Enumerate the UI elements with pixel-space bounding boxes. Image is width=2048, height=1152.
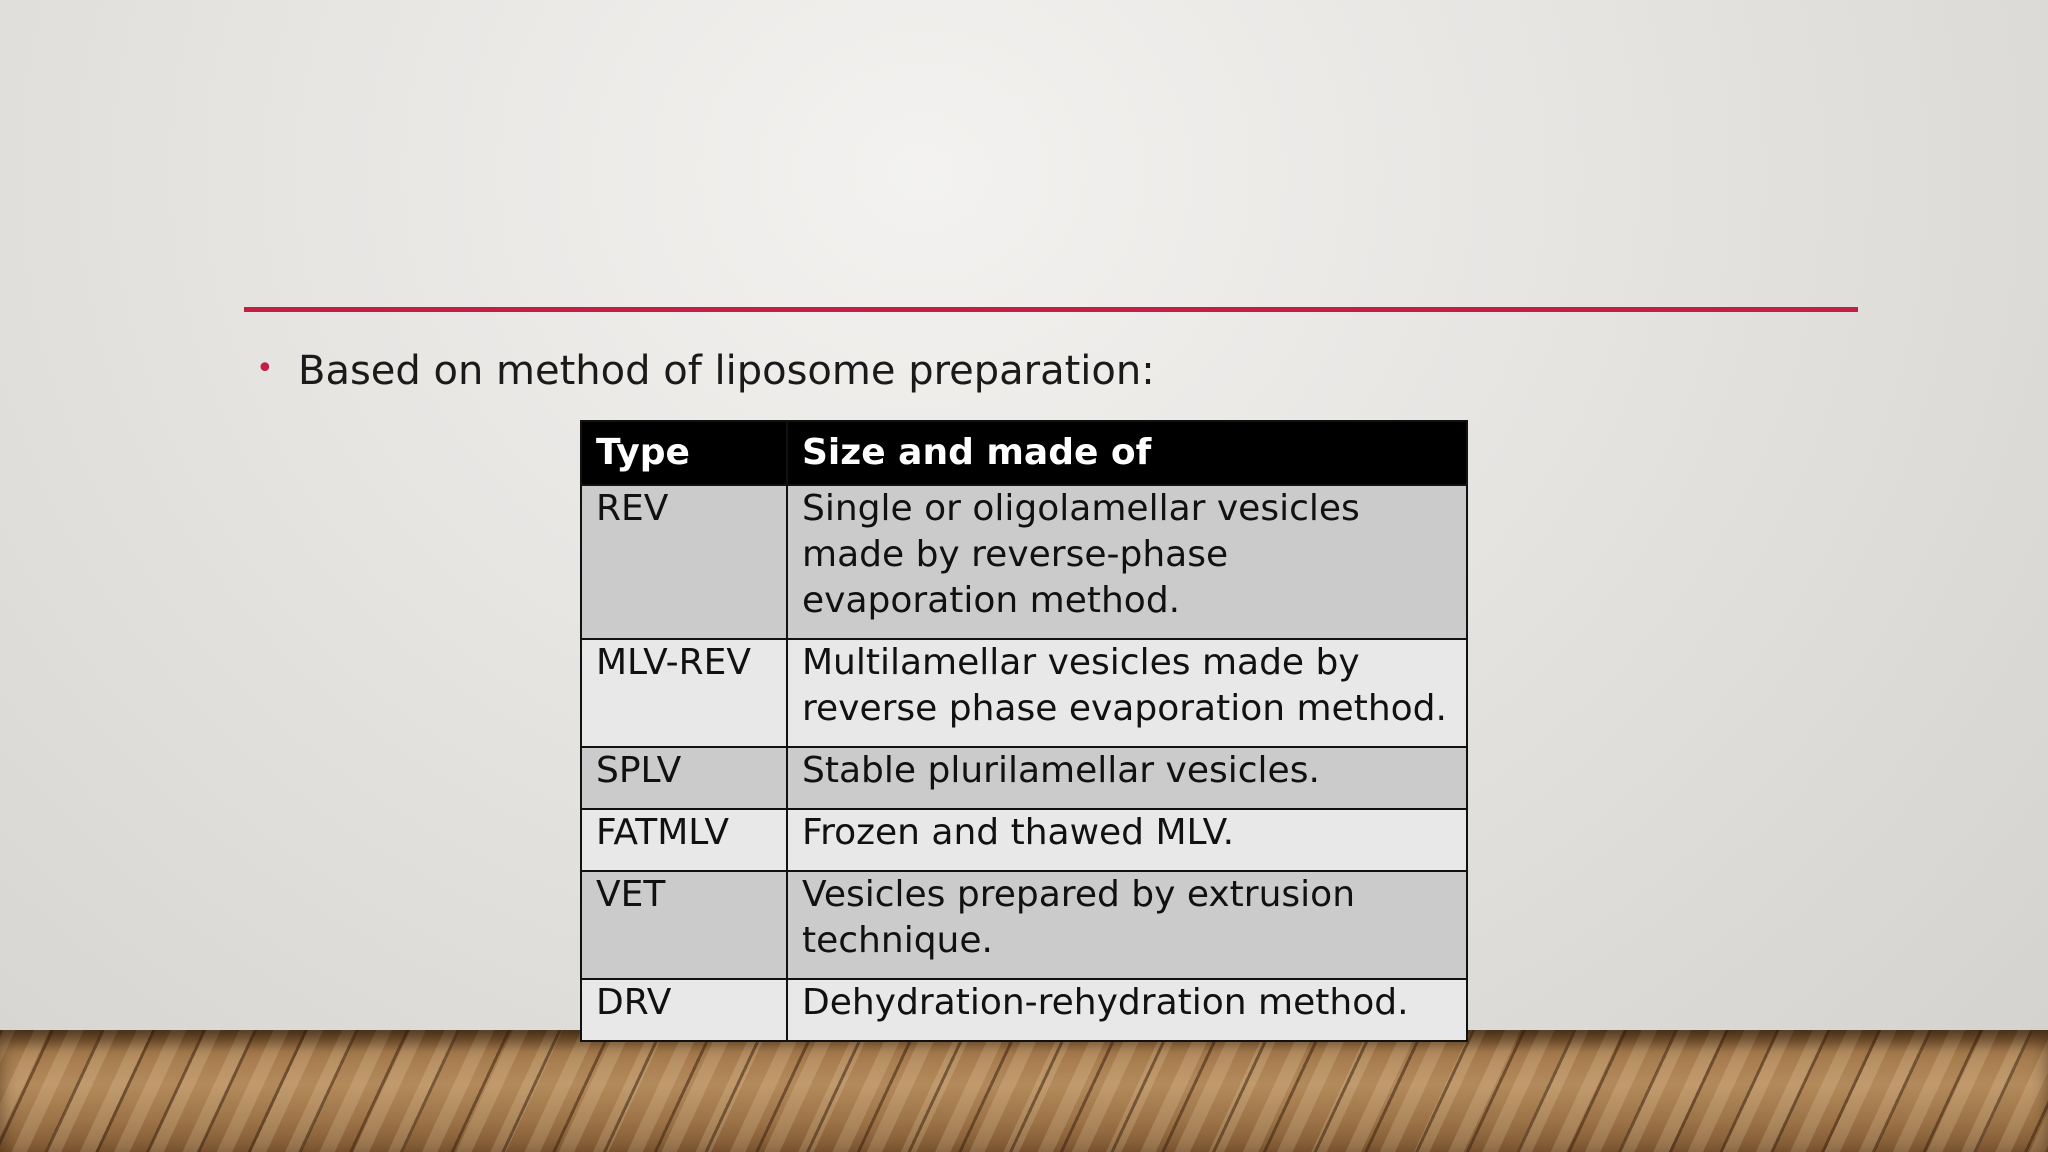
header-type: Type [581,421,787,485]
bullet-text: Based on method of liposome preparation: [298,348,1155,394]
table-row [581,979,1467,1041]
cell-description: Dehydration-rehydration method. [787,979,1467,1041]
wood-floor-background [0,1030,2048,1152]
table-row [581,809,1467,871]
cell-type: SPLV [581,747,787,809]
cell-description: Stable plurilamellar vesicles. [787,747,1467,809]
bullet-item [256,343,1155,399]
cell-type: REV [581,485,787,639]
cell-description: Single or oligolamellar vesicles made by reverse-phase evaporation method. [787,485,1467,639]
table-row [581,639,1467,747]
table-header-row [581,421,1467,485]
table-row [581,485,1467,639]
cell-description: Multilamellar vesicles made by reverse phase evaporation method. [787,639,1467,747]
bullet-dot-icon: • [256,351,274,386]
table-row [581,871,1467,979]
cell-type: MLV-REV [581,639,787,747]
cell-description: Vesicles prepared by extrusion technique. [787,871,1467,979]
table-row [581,747,1467,809]
cell-description: Frozen and thawed MLV. [787,809,1467,871]
cell-type: VET [581,871,787,979]
cell-type: FATMLV [581,809,787,871]
header-size-made-of: Size and made of [787,421,1467,485]
title-divider-line [244,307,1858,312]
liposome-types-table [580,420,1468,1042]
cell-type: DRV [581,979,787,1041]
